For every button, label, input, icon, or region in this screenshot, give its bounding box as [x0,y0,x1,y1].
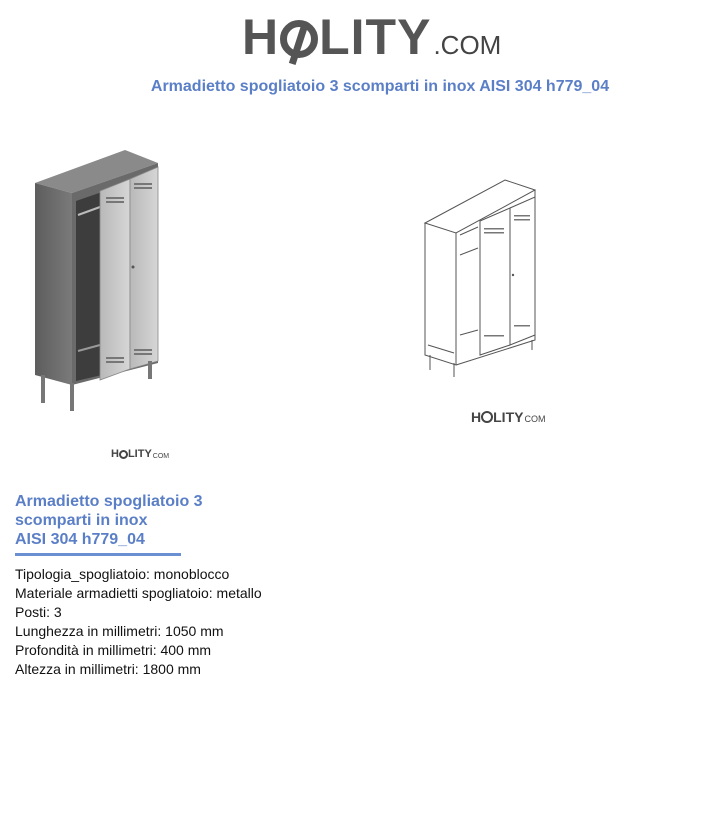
spec-item: Profondità in millimetri: 400 mm [15,642,212,658]
title-underline [15,553,181,556]
small-logo-o-icon [481,411,493,423]
small-logo-com: COM [524,414,546,424]
small-logo-lity: LITY [493,409,524,425]
product-title-line: scomparti in inox [15,512,148,529]
spec-list [15,565,262,679]
logo-text-com: .COM [433,30,502,60]
cabinet-line-drawing [420,175,545,385]
logo-o-icon [280,20,318,58]
small-logo-lity: LITY [127,448,152,460]
small-logo-left [111,449,169,460]
logo-text-h: H [242,9,280,65]
spec-item: Materiale armadietti spogliatoio: metallo [15,585,262,601]
spec-item: Altezza in millimetri: 1800 mm [15,661,201,677]
logo-text-lity: LITY [319,9,432,65]
spec-item: Lunghezza in millimetri: 1050 mm [15,623,224,639]
holity-logo[interactable] [242,9,502,65]
cabinet-photo [30,145,165,415]
small-logo-h: H [471,409,482,425]
page-title: Armadietto spogliatoio 3 scomparti in inox AISI 304 h779_04 [150,78,610,95]
small-logo-com: COM [152,453,170,460]
product-title [15,492,235,549]
small-logo-o-icon [119,450,128,459]
product-title-line: Armadietto spogliatoio 3 [15,493,203,510]
spec-item: Posti: 3 [15,604,62,620]
product-title-line: AISI 304 h779_04 [15,531,145,548]
small-logo-right [471,410,545,424]
spec-item: Tipologia_spogliatoio: monoblocco [15,566,230,582]
small-logo-h: H [111,448,119,460]
